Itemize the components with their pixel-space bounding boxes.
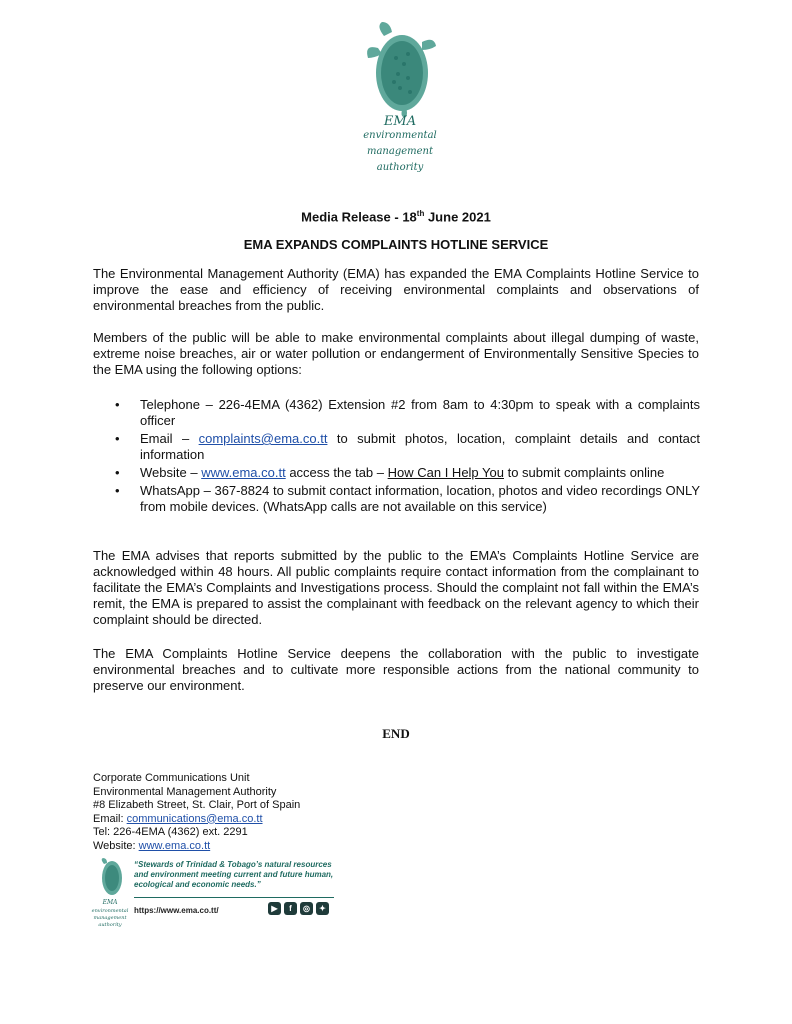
- svg-text:environmental: environmental: [91, 908, 129, 914]
- option-telephone: Telephone – 226-4EMA (4362) Extension #2 from 8am to 4:30pm to speak with a complaints officer: [140, 397, 700, 428]
- contact-org: Environmental Management Authority: [93, 785, 277, 798]
- bullet: •: [115, 483, 120, 498]
- option-website-mid: access the tab –: [285, 465, 388, 480]
- logo-line-authority: authority: [376, 162, 424, 173]
- media-release-date: [0, 209, 792, 224]
- option-website-suffix: to submit complaints online: [503, 465, 665, 480]
- turtle-emblem-icon: [352, 18, 448, 118]
- list-item-telephone: [110, 397, 700, 429]
- footer-banner: [90, 856, 340, 928]
- footer-url[interactable]: https://www.ema.co.tt/: [134, 906, 219, 915]
- contact-address: #8 Elizabeth Street, St. Clair, Port of Spain: [93, 799, 301, 811]
- bullet: •: [115, 431, 120, 446]
- footer-divider: [134, 897, 334, 898]
- logo-line-management: management: [366, 146, 434, 157]
- contact-website-row: [93, 840, 300, 854]
- contact-website-label: Website:: [93, 839, 139, 852]
- option-website-prefix: Website –: [140, 465, 202, 480]
- facebook-icon[interactable]: f: [284, 902, 297, 915]
- paragraph-deepens: The EMA Complaints Hotline Service deepens the collaboration with the public to investigate environmental breaches and to cultivate more responsible actions from the national community to preserve our environment.: [93, 646, 699, 693]
- website-link[interactable]: www.ema.co.tt: [201, 465, 286, 480]
- footer-quote: “Stewards of Trinidad & Tobago’s natural resources and environment meeting current and future human, ecological and economic needs.”: [134, 860, 334, 889]
- option-whatsapp: WhatsApp – 367-8824 to submit contact information, location, photos and video recordings ONLY from mobile devices. (WhatsApp calls are not available on this service): [140, 483, 700, 514]
- list-item-website: [110, 465, 700, 481]
- contact-email-link[interactable]: communications@ema.co.tt: [126, 812, 263, 825]
- release-date-rest: June 2021: [424, 209, 491, 225]
- svg-text:authority: authority: [98, 922, 122, 928]
- headline: EMA EXPANDS COMPLAINTS HOTLINE SERVICE: [243, 237, 549, 252]
- social-icons: [268, 902, 329, 915]
- bullet: •: [115, 465, 120, 480]
- option-email-prefix: Email –: [140, 431, 199, 446]
- paragraph-intro: The Environmental Management Authority (EMA) has expanded the EMA Complaints Hotline Service to improve the ease and efficiency of receiving environmental complaints and observations of environmental breaches from the public.: [93, 266, 699, 313]
- contact-tel: Tel: 226-4EMA (4362) ext. 2291: [93, 826, 248, 838]
- twitter-icon[interactable]: ✦: [316, 902, 329, 915]
- logo-ema-text: EMA: [383, 114, 417, 129]
- svg-text:EMA: EMA: [102, 899, 118, 906]
- list-item-email: [110, 431, 700, 463]
- how-can-i-help-tab-text: How Can I Help You: [387, 465, 504, 480]
- contact-website-link[interactable]: www.ema.co.tt: [138, 839, 211, 852]
- complaint-options-list: [110, 397, 700, 517]
- small-turtle-logo-icon: [90, 856, 130, 928]
- paragraph-members: Members of the public will be able to make environmental complaints about illegal dumping of waste, extreme noise breaches, air or water pollution or endangerment of Environmentally Sensitive Species to the EMA using the following options:: [93, 330, 699, 377]
- instagram-icon[interactable]: ◎: [300, 902, 313, 915]
- release-date-suffix: th: [416, 209, 425, 218]
- youtube-icon[interactable]: ▶: [268, 902, 281, 915]
- contact-unit: Corporate Communications Unit: [93, 772, 250, 784]
- svg-text:management: management: [93, 915, 127, 921]
- option-email-suffix: to submit photos, location, complaint details and contact information: [140, 431, 700, 462]
- contact-email-row: [93, 813, 300, 827]
- end-marker: END: [382, 726, 410, 741]
- paragraph-advises: The EMA advises that reports submitted by the public to the EMA’s Complaints Hotline Service are acknowledged within 48 hours. All public complaints require contact information from the complainant to facilitate the EMA’s Complaints and Investigations process. Should the complaint not fall within the EMA’s remit, the EMA is prepared to assist the complainant with feedback on the relevant agency to which their complaint should be directed.: [93, 548, 699, 627]
- logo-line-environmental: environmental: [363, 130, 437, 141]
- contact-email-label: Email:: [93, 812, 127, 825]
- bullet: •: [115, 397, 120, 412]
- complaints-email-link[interactable]: complaints@ema.co.tt: [198, 431, 328, 446]
- ema-logo: [352, 18, 448, 178]
- release-label: Media Release - 18: [301, 209, 417, 225]
- list-item-whatsapp: [110, 483, 700, 515]
- contact-block: [93, 772, 300, 853]
